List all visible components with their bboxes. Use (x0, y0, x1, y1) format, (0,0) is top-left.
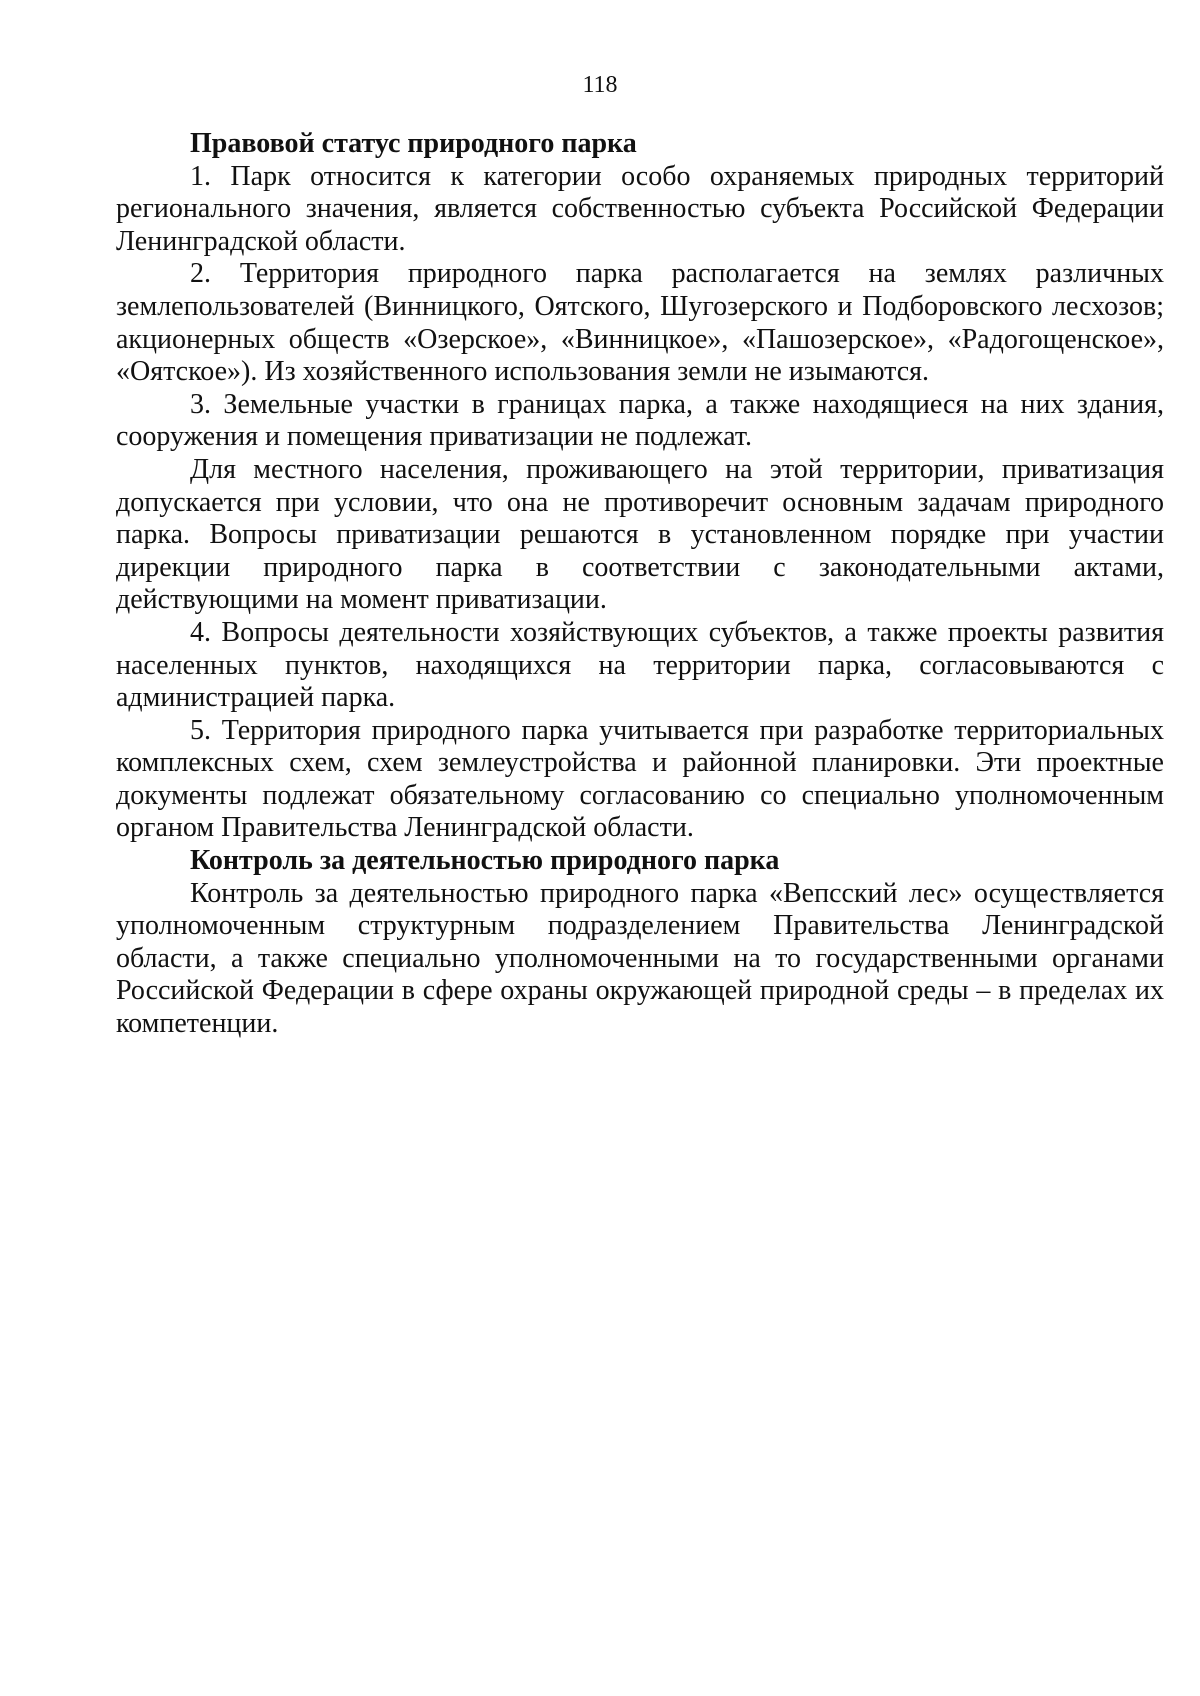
page-number: 118 (582, 72, 618, 98)
section-legal-status (116, 128, 1164, 845)
section-heading: Контроль за деятельностью природного парка (190, 845, 780, 877)
paragraph: 1. Парк относится к категории особо охраняемых природных территорий регионального значения, является собственностью субъекта Российской Федерации Ленинградской области. (116, 160, 1164, 257)
paragraph: 3. Земельные участки в границах парка, а также находящиеся на них здания, сооружения и помещения приватизации не подлежат. (116, 388, 1164, 453)
paragraph: 5. Территория природного парка учитывается при разработке территориальных комплексных схем, схем землеустройства и районной планировки. Эти проектные документы подлежат обязательному согласованию со специально уполномоченным органом Правительства Ленинградской области. (116, 714, 1164, 844)
paragraph: Для местного населения, проживающего на этой территории, приватизация допускается при условии, что она не противоречит основным задачам природного парка. Вопросы приватизации решаются в установленном порядке при участии дирекции природного парка в соответствии с законодательными актами, действующими на момент приватизации. (116, 453, 1164, 616)
document-body (116, 128, 1164, 1041)
section-park-control (116, 845, 1164, 1041)
paragraph: Контроль за деятельностью природного парка «Вепсский лес» осуществляется уполномоченным структурным подразделением Правительства Ленинградской области, а также специально уполномоченными на то государственными органами Российской Федерации в сфере охраны окружающей природной среды – в пределах их компетенции. (116, 877, 1164, 1040)
paragraph: 4. Вопросы деятельности хозяйствующих субъектов, а также проекты развития населенных пунктов, находящихся на территории парка, согласовываются с администрацией парка. (116, 616, 1164, 714)
section-heading: Правовой статус природного парка (190, 128, 637, 159)
paragraph: 2. Территория природного парка располагается на землях различных землепользователей (Винницкого, Оятского, Шугозерского и Подборовского лесхозов; акционерных обществ «Озерское», «Винницкое», «Пашозерское», «Радогощенское», «Оятское»). Из хозяйственного использования земли не изымаются. (116, 258, 1164, 388)
